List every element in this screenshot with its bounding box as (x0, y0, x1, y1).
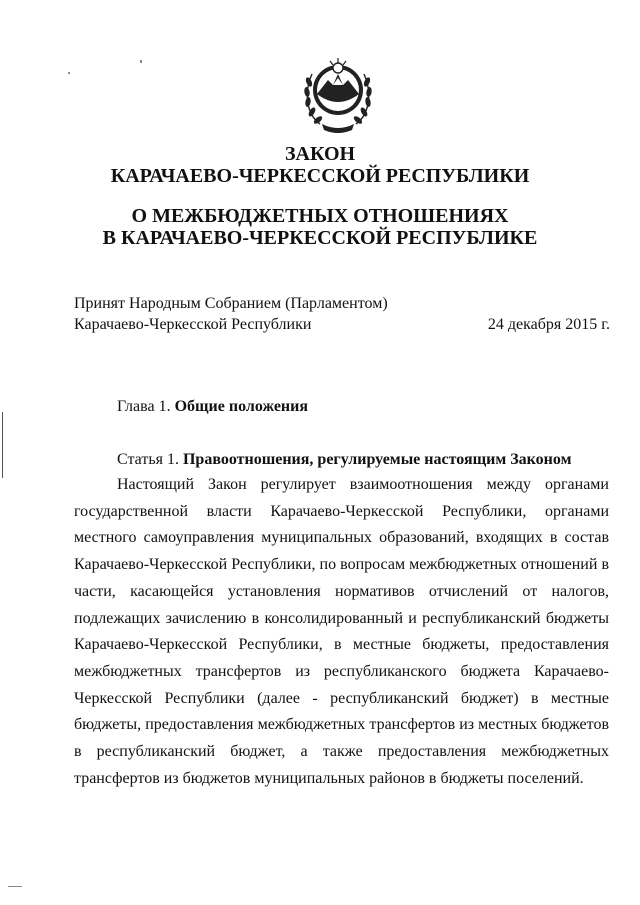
article-title: Правоотношения, регулируемые настоящим Законом (182, 451, 572, 468)
scan-speck (8, 886, 22, 887)
coat-of-arms-icon (300, 52, 376, 136)
adoption-date: 24 декабря 2015 г. (487, 316, 610, 333)
article-prefix: Статья 1. (117, 451, 183, 468)
article-body: Настоящий Закон регулирует взаимоотношения между органами государственной власти Карачаево-Черкесской Республики, органами местного самоуправления муниципальных образований, входящих в состав Карачаево-Черкесской Республики, по вопросам межбюджетных отношений в части, касающейся установления нормативов отчислений от налогов, подлежащих зачислению в консолидированный и республиканский бюджеты Карачаево-Черкесской Республики, в местные бюджеты, предоставления межбюджетных трансфертов из республиканского бюджета Карачаево-Черкесской Республики (далее - республиканский бюджет) в местные бюджеты, предоставления межбюджетных трансфертов из местных бюджетов в республиканский бюджет, а также предоставления межбюджетных трансфертов из бюджетов муниципальных районов в бюджеты поселений. (74, 476, 609, 787)
adoption-line2: Карачаево-Черкесской Республики (74, 316, 312, 333)
chapter-title: Общие положения (174, 398, 309, 415)
law-subject-line2: В КАРАЧАЕВО-ЧЕРКЕССКОЙ РЕСПУБЛИКЕ (102, 227, 538, 249)
article-heading (117, 450, 572, 470)
scan-margin-mark (2, 412, 3, 478)
law-subject-line1: О МЕЖБЮДЖЕТНЫХ ОТНОШЕНИЯХ (131, 205, 509, 227)
republic-name: КАРАЧАЕВО-ЧЕРКЕССКОЙ РЕСПУБЛИКИ (110, 165, 530, 187)
chapter-prefix: Глава 1. (117, 398, 175, 415)
scan-speck (68, 72, 70, 74)
adoption-statement (74, 293, 388, 335)
adoption-line1: Принят Народным Собранием (Парламентом) (74, 295, 388, 312)
chapter-heading (117, 397, 308, 417)
scan-speck (140, 60, 142, 63)
law-title: ЗАКОН (284, 143, 356, 165)
